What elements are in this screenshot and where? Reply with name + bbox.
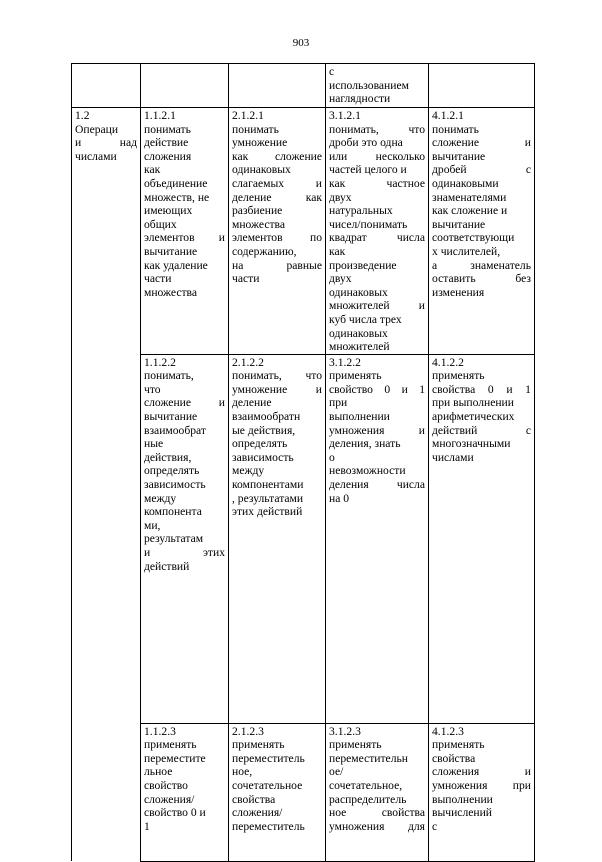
cell-line: 1: [144, 819, 150, 833]
cell-line: [432, 424, 531, 438]
cell-line: [329, 150, 425, 164]
cell-line: общих: [144, 217, 177, 231]
table-row: [72, 723, 535, 861]
page-number: 903: [292, 37, 310, 49]
cell-word: 0: [384, 382, 391, 396]
cell-line: применять: [432, 738, 485, 752]
cell-line: применять: [329, 369, 382, 383]
cell-line: [329, 299, 425, 313]
cell-word: 1: [419, 382, 425, 396]
section-cell: [72, 723, 141, 861]
cell-line: переместите: [144, 751, 206, 765]
cell-line: одинаковых: [329, 326, 388, 340]
cell-word: и: [75, 136, 82, 150]
cell-line: чисел/понимать: [329, 217, 408, 231]
cell-line: 1.1.2.1: [144, 109, 176, 122]
cell-line: льное: [144, 765, 173, 779]
cell-word: и: [401, 382, 408, 396]
cell-word: и: [506, 382, 513, 396]
grade-3-cell: [326, 108, 429, 355]
cell-line: действия,: [144, 450, 192, 464]
cell-line: разбиение: [232, 204, 283, 218]
cell-line: между: [232, 464, 265, 478]
grade-4-cell: [429, 723, 535, 861]
cell-line: [329, 424, 425, 438]
cell-word: и: [144, 546, 151, 559]
cell-line: натуральных: [329, 204, 393, 218]
cell-line: имеющих: [144, 204, 193, 218]
cell-word: свойства: [432, 382, 476, 396]
cell-line: объединение: [144, 176, 208, 190]
cell-line: 4.1.2.3: [432, 724, 464, 738]
cell-line: понимать,: [144, 369, 194, 383]
cell-line: [144, 231, 225, 245]
cell-word: свойства: [381, 806, 425, 820]
cell-line: взаимообрат: [144, 423, 206, 437]
cell-word: умножения: [329, 423, 385, 437]
cell-word: и: [418, 299, 425, 313]
cell-line: вычитание: [432, 149, 486, 163]
cell-line: [432, 136, 531, 150]
cell-line: двух: [329, 272, 352, 286]
cell-word: а: [432, 258, 438, 272]
cell-word: умножения: [432, 779, 488, 793]
cell-line: [432, 272, 531, 286]
cell-line: произведение: [329, 258, 397, 272]
cell-line: [232, 259, 322, 273]
cell-word: над: [119, 136, 137, 150]
cell-word: при: [512, 779, 531, 793]
cell-line: действий: [144, 559, 190, 573]
cell-word: свойство: [329, 382, 373, 396]
cell-line: сочетательное,: [329, 779, 403, 793]
cell-word: для: [407, 819, 425, 833]
cell-word: слагаемых: [232, 176, 285, 190]
cell-word: элементов: [144, 231, 195, 245]
cell-line: сложения/: [144, 792, 195, 806]
cell-line: умножение: [232, 136, 288, 150]
cell-line: с: [432, 819, 438, 833]
cell-line: 2.1.2.3: [232, 724, 264, 738]
cell-word: 1: [525, 382, 531, 396]
cell-line: [432, 383, 531, 397]
cell-line: 3.1.2.1: [329, 109, 361, 122]
cell-line: 4.1.2.1: [432, 109, 464, 122]
cell-word: без: [515, 272, 531, 286]
cell-word: и: [524, 136, 531, 150]
cell-line: арифметических: [432, 410, 515, 424]
cell-line: применять: [232, 738, 285, 752]
cell-line: распределитель: [329, 792, 407, 806]
cell-word: действий: [432, 423, 478, 437]
cell-line: понимать: [144, 122, 191, 136]
grade-1-cell: [141, 108, 229, 355]
cell-line: понимать: [232, 122, 279, 136]
cell-line: [232, 191, 322, 205]
table-row: [72, 354, 535, 723]
cell-line: [75, 136, 137, 150]
cell-word: как: [305, 190, 322, 204]
cell-line: наглядности: [329, 92, 391, 106]
cell-word: сложение: [144, 396, 191, 410]
cell-line: числами: [75, 149, 117, 163]
cell-word: и: [315, 382, 322, 396]
cell-line: [232, 369, 322, 383]
cell-word: числа: [396, 231, 425, 245]
cell-line: 2.1.2.2: [232, 355, 264, 369]
cell-line: частей целого и: [329, 163, 407, 177]
cell-line: [432, 259, 531, 273]
grade-4-cell: [429, 108, 535, 355]
cell-line: [329, 383, 425, 397]
cell-line: [432, 779, 531, 793]
cell-word: множителей: [329, 299, 390, 313]
cell-line: определять: [144, 464, 200, 478]
cell-line: выполнении: [329, 410, 390, 424]
cell-line: этих действий: [232, 505, 303, 519]
cell-line: зависимость: [144, 478, 206, 492]
cell-line: многозначными: [432, 437, 511, 451]
cell-word: с: [525, 423, 531, 437]
cell-word: числа: [396, 478, 425, 492]
cell-line: как удаление: [144, 258, 208, 272]
cell-line: понимать: [432, 122, 479, 136]
cell-line: дроби это одна: [329, 136, 403, 150]
cell-word: деления: [329, 478, 369, 492]
cell-line: действие: [144, 136, 189, 150]
cell-line: 1.1.2.3: [144, 724, 176, 738]
cell-word: дробей: [432, 163, 467, 177]
cell-line: множителей: [329, 340, 390, 354]
cell-line: одинаковых: [232, 163, 291, 177]
cell-line: сложения/: [232, 806, 283, 820]
cell-line: взаимообратн: [232, 410, 301, 424]
cell-word: частное: [386, 176, 425, 190]
grade-1-cell: [141, 354, 229, 723]
curriculum-table: [71, 63, 535, 862]
cell-word: ное: [329, 806, 347, 820]
cell-line: выполнении: [432, 792, 493, 806]
cell-word: что: [408, 122, 425, 136]
cell-line: содержанию,: [232, 244, 297, 258]
cell-line: [232, 383, 322, 397]
cell-line: применять: [144, 738, 197, 752]
cell-line: 4.1.2.2: [432, 355, 464, 369]
cell-line: одинаковых: [329, 285, 388, 299]
cell-line: на 0: [329, 491, 350, 505]
grade-4-cell: [429, 64, 535, 108]
cell-line: определять: [232, 437, 288, 451]
cell-line: [144, 546, 225, 560]
cell-word: и: [218, 396, 225, 410]
cell-line: [144, 396, 225, 410]
table-row: [72, 108, 535, 355]
cell-line: невозможности: [329, 464, 406, 478]
cell-word: и: [524, 765, 531, 779]
cell-line: ное,: [232, 765, 253, 779]
cell-line: ные: [144, 437, 164, 451]
cell-word: как: [232, 149, 249, 163]
cell-word: понимать,: [232, 369, 282, 383]
cell-word: сложение: [275, 149, 322, 163]
cell-line: куб числа трех: [329, 312, 402, 326]
cell-word: или: [329, 149, 348, 163]
cell-line: деление: [232, 396, 272, 410]
cell-line: одинаковыми: [432, 176, 499, 190]
cell-word: умножение: [232, 382, 288, 396]
grade-3-cell: [326, 64, 429, 108]
section-cell: [72, 108, 141, 355]
cell-word: по: [309, 231, 322, 245]
cell-line: , результатами: [232, 491, 304, 505]
cell-line: 3.1.2.3: [329, 724, 361, 738]
cell-word: элементов: [232, 231, 283, 245]
cell-word: сложения: [432, 765, 480, 779]
cell-line: вычитание: [432, 217, 486, 231]
cell-line: [329, 231, 425, 245]
cell-line: использованием: [329, 78, 409, 92]
section-cell: [72, 354, 141, 723]
cell-line: [432, 163, 531, 177]
cell-line: с: [329, 65, 335, 78]
cell-word: деление: [232, 190, 272, 204]
grade-2-cell: [229, 108, 326, 355]
cell-line: между: [144, 491, 177, 505]
cell-line: части: [144, 272, 172, 286]
cell-line: [232, 150, 322, 164]
cell-line: свойство 0 и: [144, 806, 206, 820]
cell-line: компонентами: [232, 478, 304, 492]
cell-line: [232, 177, 322, 191]
cell-line: 1.1.2.2: [144, 355, 176, 369]
cell-line: при: [329, 396, 348, 410]
cell-line: множества: [232, 217, 286, 231]
cell-line: ое/: [329, 765, 344, 779]
cell-word: и: [315, 176, 322, 190]
grade-2-cell: [229, 723, 326, 861]
section-cell: [72, 64, 141, 108]
cell-line: свойства: [232, 792, 276, 806]
cell-line: 1.2: [75, 109, 90, 122]
cell-line: как сложение и: [432, 204, 508, 218]
cell-word: умножения: [329, 819, 385, 833]
cell-word: сложение: [432, 136, 479, 150]
cell-line: 3.1.2.2: [329, 355, 361, 369]
cell-line: переместительн: [329, 751, 408, 765]
cell-word: как: [329, 176, 346, 190]
cell-word: с: [525, 163, 531, 177]
cell-line: числами: [432, 450, 474, 464]
cell-line: как: [144, 163, 161, 177]
cell-line: свойства: [432, 751, 476, 765]
cell-line: изменения: [432, 285, 485, 299]
grade-1-cell: [141, 64, 229, 108]
cell-line: Операци: [75, 122, 119, 136]
cell-line: деления, знать: [329, 437, 401, 451]
cell-word: знаменатель: [470, 258, 531, 272]
cell-line: х числителей,: [432, 244, 501, 258]
cell-line: 2.1.2.1: [232, 109, 264, 122]
cell-line: [329, 806, 425, 820]
cell-line: переместитель: [232, 819, 305, 833]
cell-line: о: [329, 450, 335, 464]
cell-word: понимать,: [329, 122, 379, 136]
cell-line: двух: [329, 190, 352, 204]
section-column-rule: [71, 793, 72, 805]
cell-line: [329, 123, 425, 137]
cell-word: несколько: [375, 149, 425, 163]
cell-line: сочетательное: [232, 779, 303, 793]
cell-word: что: [305, 369, 322, 383]
cell-line: множеств, не: [144, 190, 210, 204]
cell-line: [329, 478, 425, 492]
cell-line: применять: [432, 369, 485, 383]
cell-word: равные: [286, 258, 322, 272]
cell-line: ые действия,: [232, 423, 296, 437]
grade-2-cell: [229, 64, 326, 108]
cell-line: [329, 820, 425, 834]
cell-line: зависимость: [232, 450, 294, 464]
cell-word: и: [418, 423, 425, 437]
grade-3-cell: [326, 723, 429, 861]
grade-3-cell: [326, 354, 429, 723]
cell-line: результатам: [144, 532, 204, 546]
cell-line: части: [232, 272, 260, 286]
cell-word: на: [232, 258, 244, 272]
grade-2-cell: [229, 354, 326, 723]
cell-line: компонента: [144, 505, 202, 519]
cell-line: что: [144, 382, 161, 396]
cell-line: сложения: [144, 149, 192, 163]
grade-4-cell: [429, 354, 535, 723]
cell-line: множества: [144, 285, 198, 299]
cell-word: 0: [487, 382, 494, 396]
cell-word: квадрат: [329, 231, 367, 245]
cell-line: свойство: [144, 779, 188, 793]
cell-line: при выполнении: [432, 396, 514, 410]
grade-1-cell: [141, 723, 229, 861]
cell-line: как: [329, 244, 346, 258]
table-row: [72, 64, 535, 108]
cell-line: вычитание: [144, 410, 198, 424]
cell-line: применять: [329, 738, 382, 752]
cell-line: [329, 177, 425, 191]
cell-line: [232, 231, 322, 245]
cell-line: переместитель: [232, 751, 305, 765]
cell-line: вычислений: [432, 806, 492, 820]
cell-line: знаменателями: [432, 190, 507, 204]
cell-line: [432, 765, 531, 779]
cell-line: соответствующи: [432, 231, 515, 245]
cell-word: и: [218, 231, 225, 245]
cell-line: ми,: [144, 518, 161, 532]
cell-word: этих: [202, 546, 225, 559]
cell-word: оставить: [432, 272, 476, 286]
cell-line: вычитание: [144, 244, 198, 258]
